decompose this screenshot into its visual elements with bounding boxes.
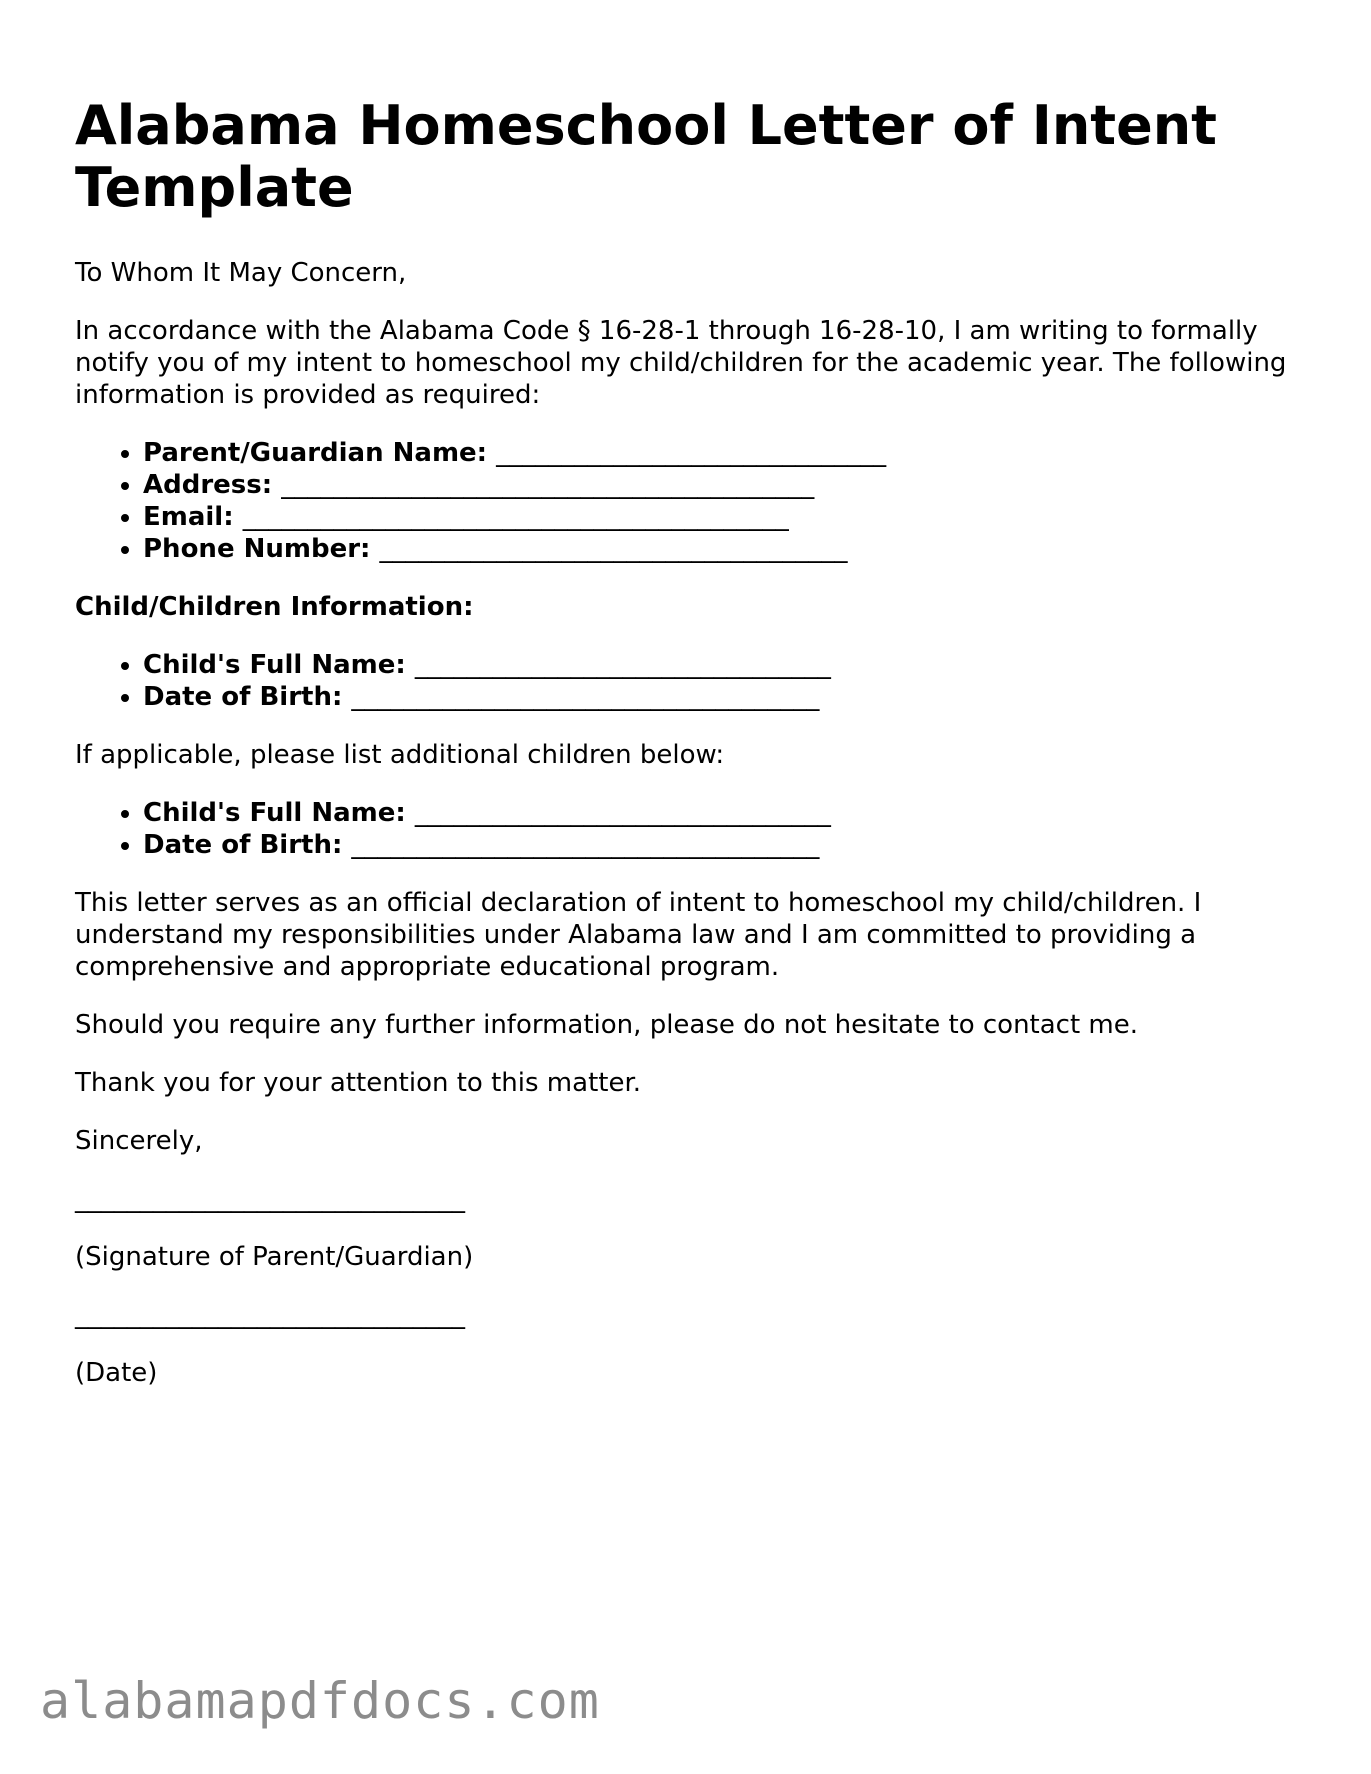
list-item (143, 649, 1305, 681)
list-item (143, 829, 1305, 861)
field-label: Address: (143, 470, 273, 500)
date-line: ______________________________ (75, 1300, 465, 1330)
child-info-list (75, 649, 1305, 713)
closing: Sincerely, (75, 1126, 203, 1156)
fill-blank: ________________________________ (414, 798, 831, 828)
intro-paragraph: In accordance with the Alabama Code § 16-28-1 through 16-28-10, I am writing to formally notify you of my intent to homeschool my child/children for the academic year. The following information is provided as required: (75, 316, 1287, 410)
list-item (143, 533, 1305, 565)
list-item (143, 501, 1305, 533)
signature-line: ______________________________ (75, 1184, 465, 1214)
further-info-paragraph: Should you require any further information, please do not hesitate to contact me. (75, 1010, 1139, 1040)
fill-blank: ____________________________________ (351, 830, 820, 860)
additional-children-note: If applicable, please list additional children below: (75, 740, 725, 770)
page-title: Alabama Homeschool Letter of Intent Template (75, 94, 1217, 219)
list-item (143, 681, 1305, 713)
declaration-paragraph: This letter serves as an official declaration of intent to homeschool my child/children. I understand my responsibilities under Alabama law and I am committed to providing a comprehensive and appropriate educational program. (75, 888, 1202, 982)
children-heading: Child/Children Information: (75, 592, 474, 622)
fill-blank: ____________________________________ (351, 682, 820, 712)
site-watermark: alabamapdfdocs.com (40, 1672, 600, 1730)
date-caption: (Date) (75, 1358, 158, 1388)
field-label: Phone Number: (143, 534, 371, 564)
letter-page (75, 95, 1305, 1415)
field-label: Date of Birth: (143, 682, 343, 712)
field-label: Child's Full Name: (143, 650, 406, 680)
field-label: Email: (143, 502, 234, 532)
list-item (143, 469, 1305, 501)
parent-info-list (75, 437, 1305, 565)
list-item (143, 797, 1305, 829)
field-label: Child's Full Name: (143, 798, 406, 828)
fill-blank: ____________________________________ (379, 534, 848, 564)
signature-caption: (Signature of Parent/Guardian) (75, 1242, 474, 1272)
fill-blank: ______________________________ (496, 438, 887, 468)
fill-blank: _________________________________________ (281, 470, 815, 500)
fill-blank: __________________________________________ (242, 502, 789, 532)
thanks-paragraph: Thank you for your attention to this matter. (75, 1068, 642, 1098)
field-label: Parent/Guardian Name: (143, 438, 488, 468)
list-item (143, 437, 1305, 469)
salutation: To Whom It May Concern, (75, 258, 407, 288)
field-label: Date of Birth: (143, 830, 343, 860)
fill-blank: ________________________________ (414, 650, 831, 680)
additional-child-info-list (75, 797, 1305, 861)
